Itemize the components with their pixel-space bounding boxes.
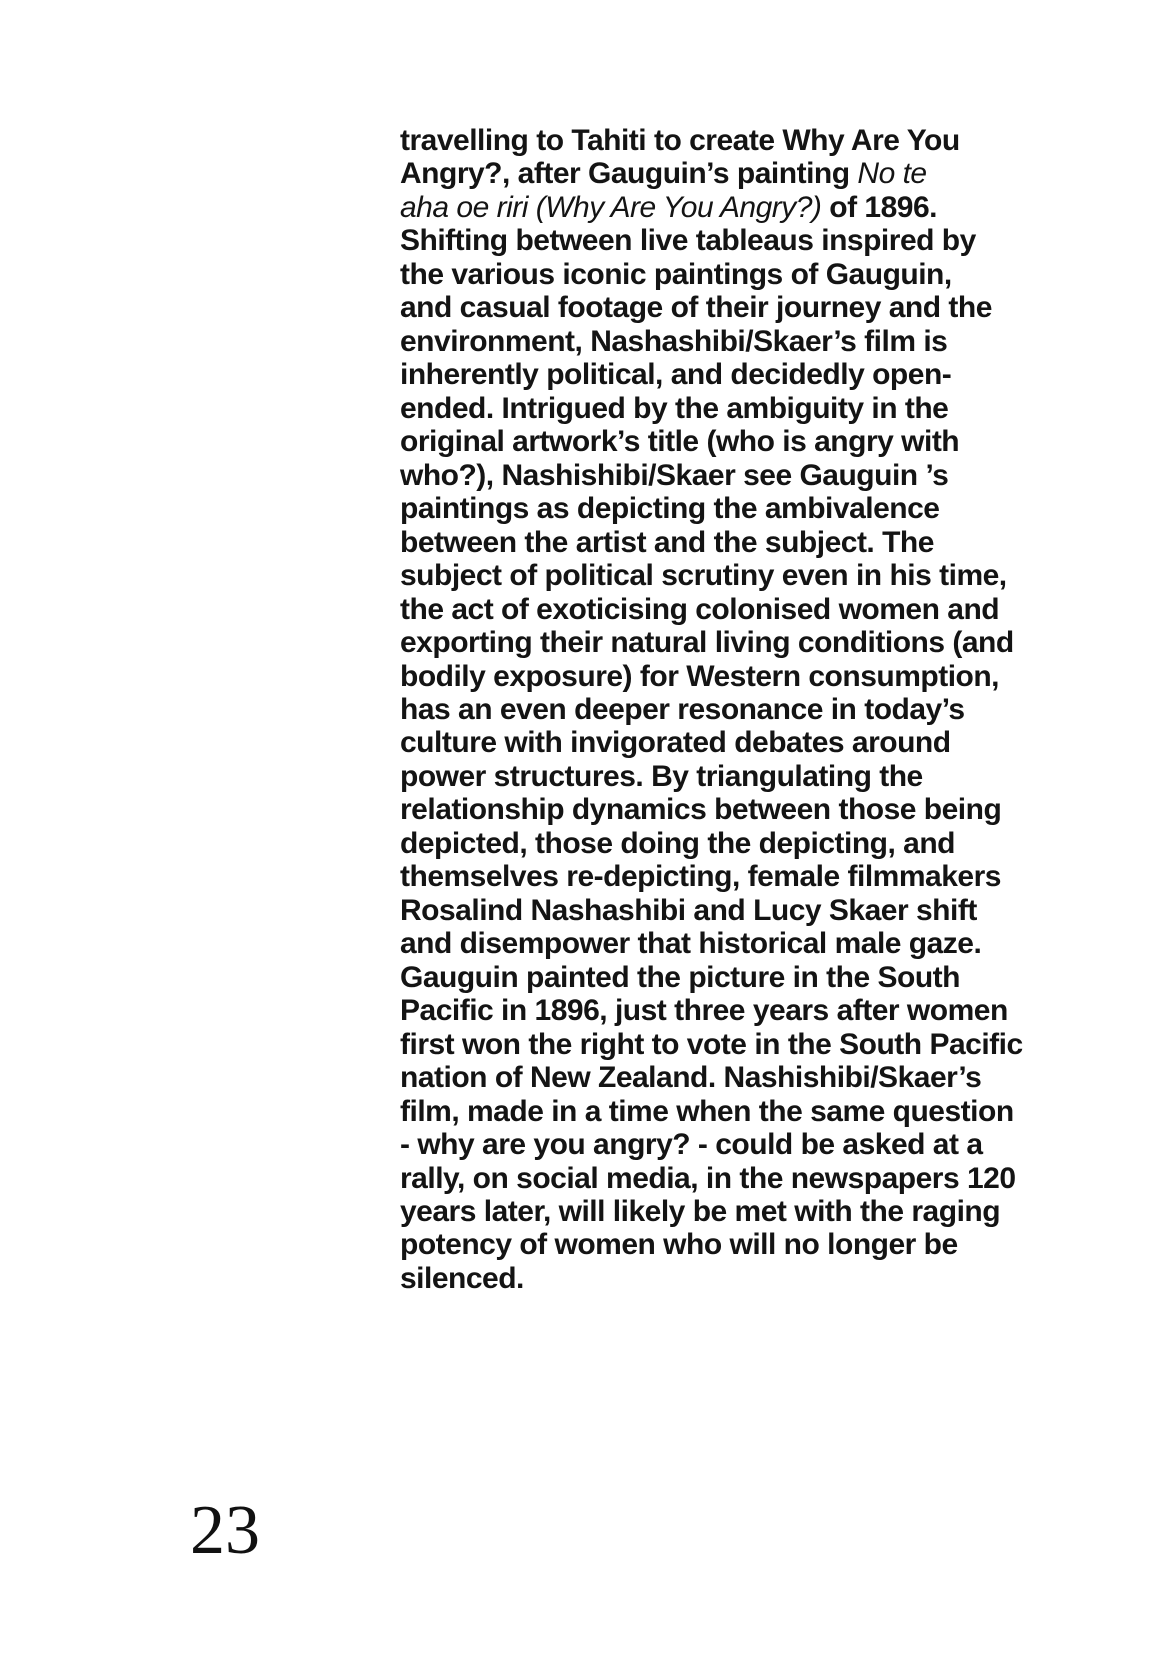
text-segment: who?), Nashishibi/Skaer see Gauguin ’s bbox=[400, 458, 949, 492]
text-line bbox=[400, 224, 1040, 257]
text-line bbox=[400, 827, 1040, 860]
text-segment: has an even deeper resonance in today’s bbox=[400, 692, 965, 726]
article-text bbox=[400, 124, 1040, 1295]
text-line bbox=[400, 492, 1040, 525]
text-line bbox=[400, 1028, 1040, 1061]
text-segment: Rosalind Nashashibi and Lucy Skaer shift bbox=[400, 893, 977, 927]
text-segment: - why are you angry? - could be asked at a bbox=[400, 1128, 983, 1162]
text-line bbox=[400, 994, 1040, 1027]
text-segment: first won the right to vote in the South Pacific bbox=[400, 1027, 1023, 1061]
text-segment: Pacific in 1896, just three years after women bbox=[400, 994, 1008, 1028]
text-line bbox=[400, 760, 1040, 793]
text-line bbox=[400, 593, 1040, 626]
text-line bbox=[400, 191, 1040, 224]
text-line bbox=[400, 1195, 1040, 1228]
text-line bbox=[400, 459, 1040, 492]
text-line bbox=[400, 392, 1040, 425]
italic-title-segment: aha oe riri (Why Are You Angry?) bbox=[400, 190, 822, 224]
text-line bbox=[400, 894, 1040, 927]
text-line bbox=[400, 961, 1040, 994]
text-line bbox=[400, 1162, 1040, 1195]
text-segment: subject of political scrutiny even in his time, bbox=[400, 559, 1007, 593]
text-line bbox=[400, 660, 1040, 693]
text-segment: silenced. bbox=[400, 1261, 524, 1295]
text-line bbox=[400, 793, 1040, 826]
text-line bbox=[400, 1128, 1040, 1161]
text-line bbox=[400, 1262, 1040, 1295]
text-segment: ended. Intrigued by the ambiguity in the bbox=[400, 391, 949, 425]
text-line bbox=[400, 1061, 1040, 1094]
text-segment: and casual footage of their journey and the bbox=[400, 291, 992, 325]
text-line bbox=[400, 726, 1040, 759]
text-segment: the act of exoticising colonised women and bbox=[400, 592, 1000, 626]
text-line bbox=[400, 425, 1040, 458]
text-segment: and disempower that historical male gaze. bbox=[400, 927, 982, 961]
text-segment: exporting their natural living conditions (and bbox=[400, 626, 1014, 660]
text-segment: film, made in a time when the same question bbox=[400, 1094, 1014, 1128]
text-segment: of 1896. bbox=[821, 190, 937, 224]
text-line bbox=[400, 526, 1040, 559]
text-segment: Shifting between live tableaus inspired by bbox=[400, 224, 976, 258]
text-segment: relationship dynamics between those being bbox=[400, 793, 1002, 827]
text-segment: the various iconic paintings of Gauguin, bbox=[400, 257, 952, 291]
text-segment: culture with invigorated debates around bbox=[400, 726, 951, 760]
text-segment: nation of New Zealand. Nashishibi/Skaer’s bbox=[400, 1061, 982, 1095]
text-segment: Gauguin painted the picture in the South bbox=[400, 960, 960, 994]
text-segment: travelling to Tahiti to create Why Are You bbox=[400, 124, 960, 157]
text-segment: rally, on social media, in the newspapers 120 bbox=[400, 1161, 1016, 1195]
text-segment: bodily exposure) for Western consumption, bbox=[400, 659, 1000, 693]
text-line bbox=[400, 291, 1040, 324]
text-line bbox=[400, 1228, 1040, 1261]
text-segment: years later, will likely be met with the raging bbox=[400, 1195, 1001, 1228]
text-segment: environment, Nashashibi/Skaer’s film is bbox=[400, 324, 948, 358]
text-segment: paintings as depicting the ambivalence bbox=[400, 492, 940, 526]
text-line bbox=[400, 358, 1040, 391]
text-segment: Angry?, after Gauguin’s painting bbox=[400, 157, 858, 191]
text-segment: themselves re-depicting, female filmmakers bbox=[400, 860, 1001, 894]
text-line bbox=[400, 927, 1040, 960]
text-line bbox=[400, 860, 1040, 893]
text-line bbox=[400, 124, 1040, 157]
text-line bbox=[400, 325, 1040, 358]
text-line bbox=[400, 1095, 1040, 1128]
text-segment: between the artist and the subject. The bbox=[400, 525, 934, 559]
text-line bbox=[400, 559, 1040, 592]
text-segment: inherently political, and decidedly open- bbox=[400, 358, 952, 392]
text-line bbox=[400, 626, 1040, 659]
text-segment: original artwork’s title (who is angry with bbox=[400, 425, 960, 459]
text-line bbox=[400, 258, 1040, 291]
page-number: 23 bbox=[190, 1492, 260, 1569]
text-segment: power structures. By triangulating the bbox=[400, 759, 923, 793]
italic-title-segment: No te bbox=[857, 157, 927, 191]
text-line bbox=[400, 693, 1040, 726]
text-segment: depicted, those doing the depicting, and bbox=[400, 826, 956, 860]
text-line bbox=[400, 157, 1040, 190]
text-segment: potency of women who will no longer be bbox=[400, 1228, 958, 1262]
